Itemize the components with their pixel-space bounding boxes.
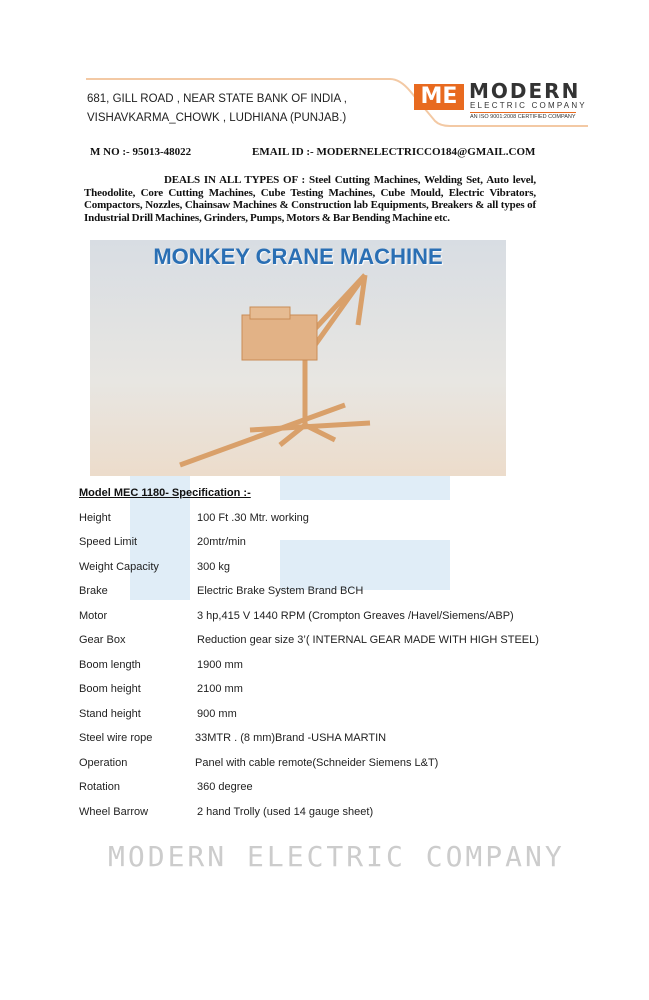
address-line-2: VISHAVKARMA_CHOWK , LUDHIANA (PUNJAB.) xyxy=(87,112,347,124)
crane-illustration xyxy=(90,240,506,476)
spec-row xyxy=(79,732,387,744)
spec-value: 900 mm xyxy=(197,708,237,720)
spec-row xyxy=(79,536,246,548)
spec-value: 33MTR . (8 mm)Brand -USHA MARTIN xyxy=(195,732,387,744)
spec-label: Brake xyxy=(79,585,108,597)
spec-row xyxy=(79,708,237,720)
product-photo xyxy=(90,240,506,476)
spec-row xyxy=(79,512,309,524)
spec-row xyxy=(79,561,231,573)
spec-row xyxy=(79,610,514,622)
spec-value: 100 Ft .30 Mtr. working xyxy=(197,512,309,524)
email-address: EMAIL ID :- MODERNELECTRICCO184@GMAIL.COM xyxy=(252,146,536,158)
spec-label: Stand height xyxy=(79,708,141,720)
spec-label: Gear Box xyxy=(79,634,126,646)
spec-value: 2 hand Trolly (used 14 gauge sheet) xyxy=(197,806,374,818)
spec-label: Boom height xyxy=(79,683,141,695)
spec-value: 360 degree xyxy=(197,781,253,793)
spec-value: 2100 mm xyxy=(197,683,243,695)
logo-name: MODERN xyxy=(469,79,581,103)
spec-row xyxy=(79,806,374,818)
address-line-1: 681, GILL ROAD , NEAR STATE BANK OF INDIA , xyxy=(87,93,347,105)
logo-subtitle: ELECTRIC COMPANY xyxy=(470,101,587,110)
spec-row xyxy=(79,757,439,769)
photo-title: MONKEY CRANE MACHINE xyxy=(153,244,443,269)
spec-label: Weight Capacity xyxy=(79,561,159,573)
deals-paragraph: DEALS IN ALL TYPES OF : Steel Cutting Machines, Welding Set, Auto level, Theodolite, Core Cutting Machines, Cube Testing Machines, Cube Mould, Electric Vibrators, Compactors, Nozzles, Chainsaw Machines & Construction lab Equipments, Breakers & all types of Industrial Drill Machines, Grinders, Pumps, Motors & Bar Bending Machine etc. xyxy=(84,174,536,224)
spec-value: 3 hp,415 V 1440 RPM (Crompton Greaves /Havel/Siemens/ABP) xyxy=(197,610,514,622)
spec-label: Wheel Barrow xyxy=(79,806,149,818)
spec-value: Reduction gear size 3’( INTERNAL GEAR MADE WITH HIGH STEEL) xyxy=(197,634,539,646)
mobile-number: M NO :- 95013-48022 xyxy=(90,146,192,158)
spec-value: Electric Brake System Brand BCH xyxy=(197,585,364,597)
spec-label: Height xyxy=(79,512,111,524)
spec-label: Steel wire rope xyxy=(79,732,153,744)
logo-mark: ME xyxy=(414,84,464,110)
spec-value: 300 kg xyxy=(197,561,231,573)
spec-row xyxy=(79,683,243,695)
spec-row xyxy=(79,585,364,597)
spec-row xyxy=(79,781,253,793)
spec-value: 20mtr/min xyxy=(197,536,246,548)
spec-label: Motor xyxy=(79,610,108,622)
logo-iso: AN ISO 9001:2008 CERTIFIED COMPANY xyxy=(470,114,576,120)
spec-row xyxy=(79,634,539,646)
spec-value: 1900 mm xyxy=(197,659,243,671)
header-divider xyxy=(86,78,366,80)
spec-heading: Model MEC 1180- Specification :- xyxy=(79,487,251,499)
company-address xyxy=(87,90,347,128)
watermark-text: MODERN ELECTRIC COMPANY xyxy=(108,840,565,873)
spec-value: Panel with cable remote(Schneider Siemens L&T) xyxy=(195,757,439,769)
spec-label: Boom length xyxy=(79,659,141,671)
spec-label: Rotation xyxy=(79,781,120,793)
spec-label: Speed Limit xyxy=(79,536,138,548)
spec-row xyxy=(79,659,243,671)
spec-label: Operation xyxy=(79,757,128,769)
